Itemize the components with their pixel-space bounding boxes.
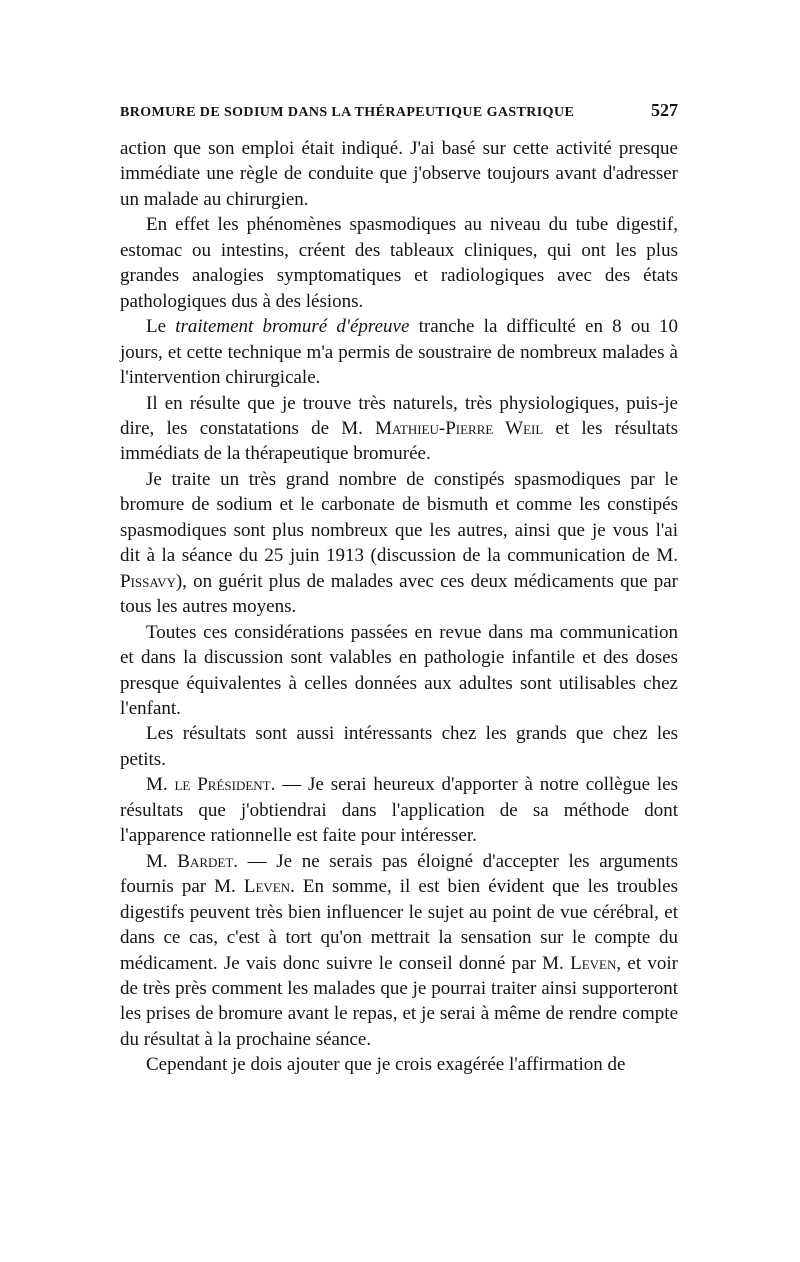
body-text xyxy=(120,136,678,1078)
paragraph-3 xyxy=(120,314,678,390)
paragraph-7: Les résultats sont aussi intéressants chez les grands que chez les petits. xyxy=(120,723,678,770)
emphasis-traitement-bromure: traitement bromuré d'épreuve xyxy=(175,316,410,338)
paragraph-5-before: Je traite un très grand nombre de constipés spasmodiques par le bromure de sodium et le carbonate de bismuth et comme les constipés spasmodiques sont plus nombreux que les autres, ainsi que je vous l'ai dit à la séance du 25 juin 1913 (discussion de la communication de M. xyxy=(120,468,678,567)
paragraph-9-part-2: . En somme, il est bien évident que les troubles digestifs peuvent très bien influencer le sujet au point de vue cérébral, et dans ce cas, c'est à tort qu'on mettrait la sensation sur le compte du médicament. Je vais donc suivre le conseil donné par M. xyxy=(120,876,679,974)
paragraph-8-text: — Je serai heureux d'apporter à notre collègue les résultats que j'obtiendrai dans l'application de sa méthode dont l'apparence rationnelle est faite pour intéresser. xyxy=(120,774,678,847)
paragraph-2: En effet les phénomènes spasmodiques au niveau du tube digestif, estomac ou intestins, créent des tableaux cliniques, qui ont les plus grandes analogies symptomatiques et radiologiques avec des états pathologiques dus à des lésions. xyxy=(120,214,678,312)
paragraph-6: Toutes ces considérations passées en revue dans ma communication et dans la discussion sont valables en pathologie infantile et des doses presque équivalentes à celles données aux adultes sont utilisables chez l'enfant. xyxy=(120,621,678,719)
paragraph-3-lead: Le xyxy=(146,316,176,338)
running-header xyxy=(120,100,678,126)
book-page xyxy=(120,100,678,1078)
paragraph-9-part-1: — Je ne serais pas éloigné d'accepter les arguments fournis par M. xyxy=(120,850,679,898)
paragraph-5-after: ), on guérit plus de malades avec ces deux médicaments que par tous les autres moyens. xyxy=(120,570,678,618)
paragraph-10: Cependant je dois ajouter que je crois exagérée l'affirmation de xyxy=(146,1054,626,1076)
author-name-leven-1: Leven xyxy=(243,876,291,898)
paragraph-9-part-3: , et voir de très près comment les malades que je pourrai traiter ainsi supporteront les prises de bromure avant le repas, et je serai à même de rendre compte du résultat à la prochaine séance. xyxy=(120,952,678,1050)
paragraph-3-rest: tranche la difficulté en 8 ou 10 jours, et cette technique m'a permis de soustraire de nombreux malades à l'intervention chirurgicale. xyxy=(120,316,678,389)
paragraph-5 xyxy=(120,467,678,620)
paragraph-1: action que son emploi était indiqué. J'ai basé sur cette activité presque immédiate une règle de conduite que j'observe toujours avant d'adresser un malade au chirurgien. xyxy=(120,138,678,210)
author-name-pissavy: Pissavy xyxy=(120,570,176,592)
author-name-weil: Mathieu-Pierre Weil xyxy=(375,417,544,439)
paragraph-4-after: et les résultats immédiats de la thérapeutique bromurée. xyxy=(120,417,678,465)
paragraph-4-before: Il en résulte que je trouve très naturels, très physiologiques, puis-je dire, les constatations de M. xyxy=(120,392,678,439)
page-number: 527 xyxy=(651,100,678,120)
author-name-leven-2: Leven xyxy=(570,952,617,974)
paragraph-8 xyxy=(120,772,678,848)
paragraph-4 xyxy=(120,391,678,467)
speaker-bardet: M. Bardet. xyxy=(146,850,239,872)
running-title: BROMURE DE SODIUM DANS LA THÉRAPEUTIQUE GASTRIQUE xyxy=(120,105,575,120)
paragraph-9 xyxy=(120,849,678,1053)
speaker-president: M. le Président. xyxy=(146,774,276,796)
